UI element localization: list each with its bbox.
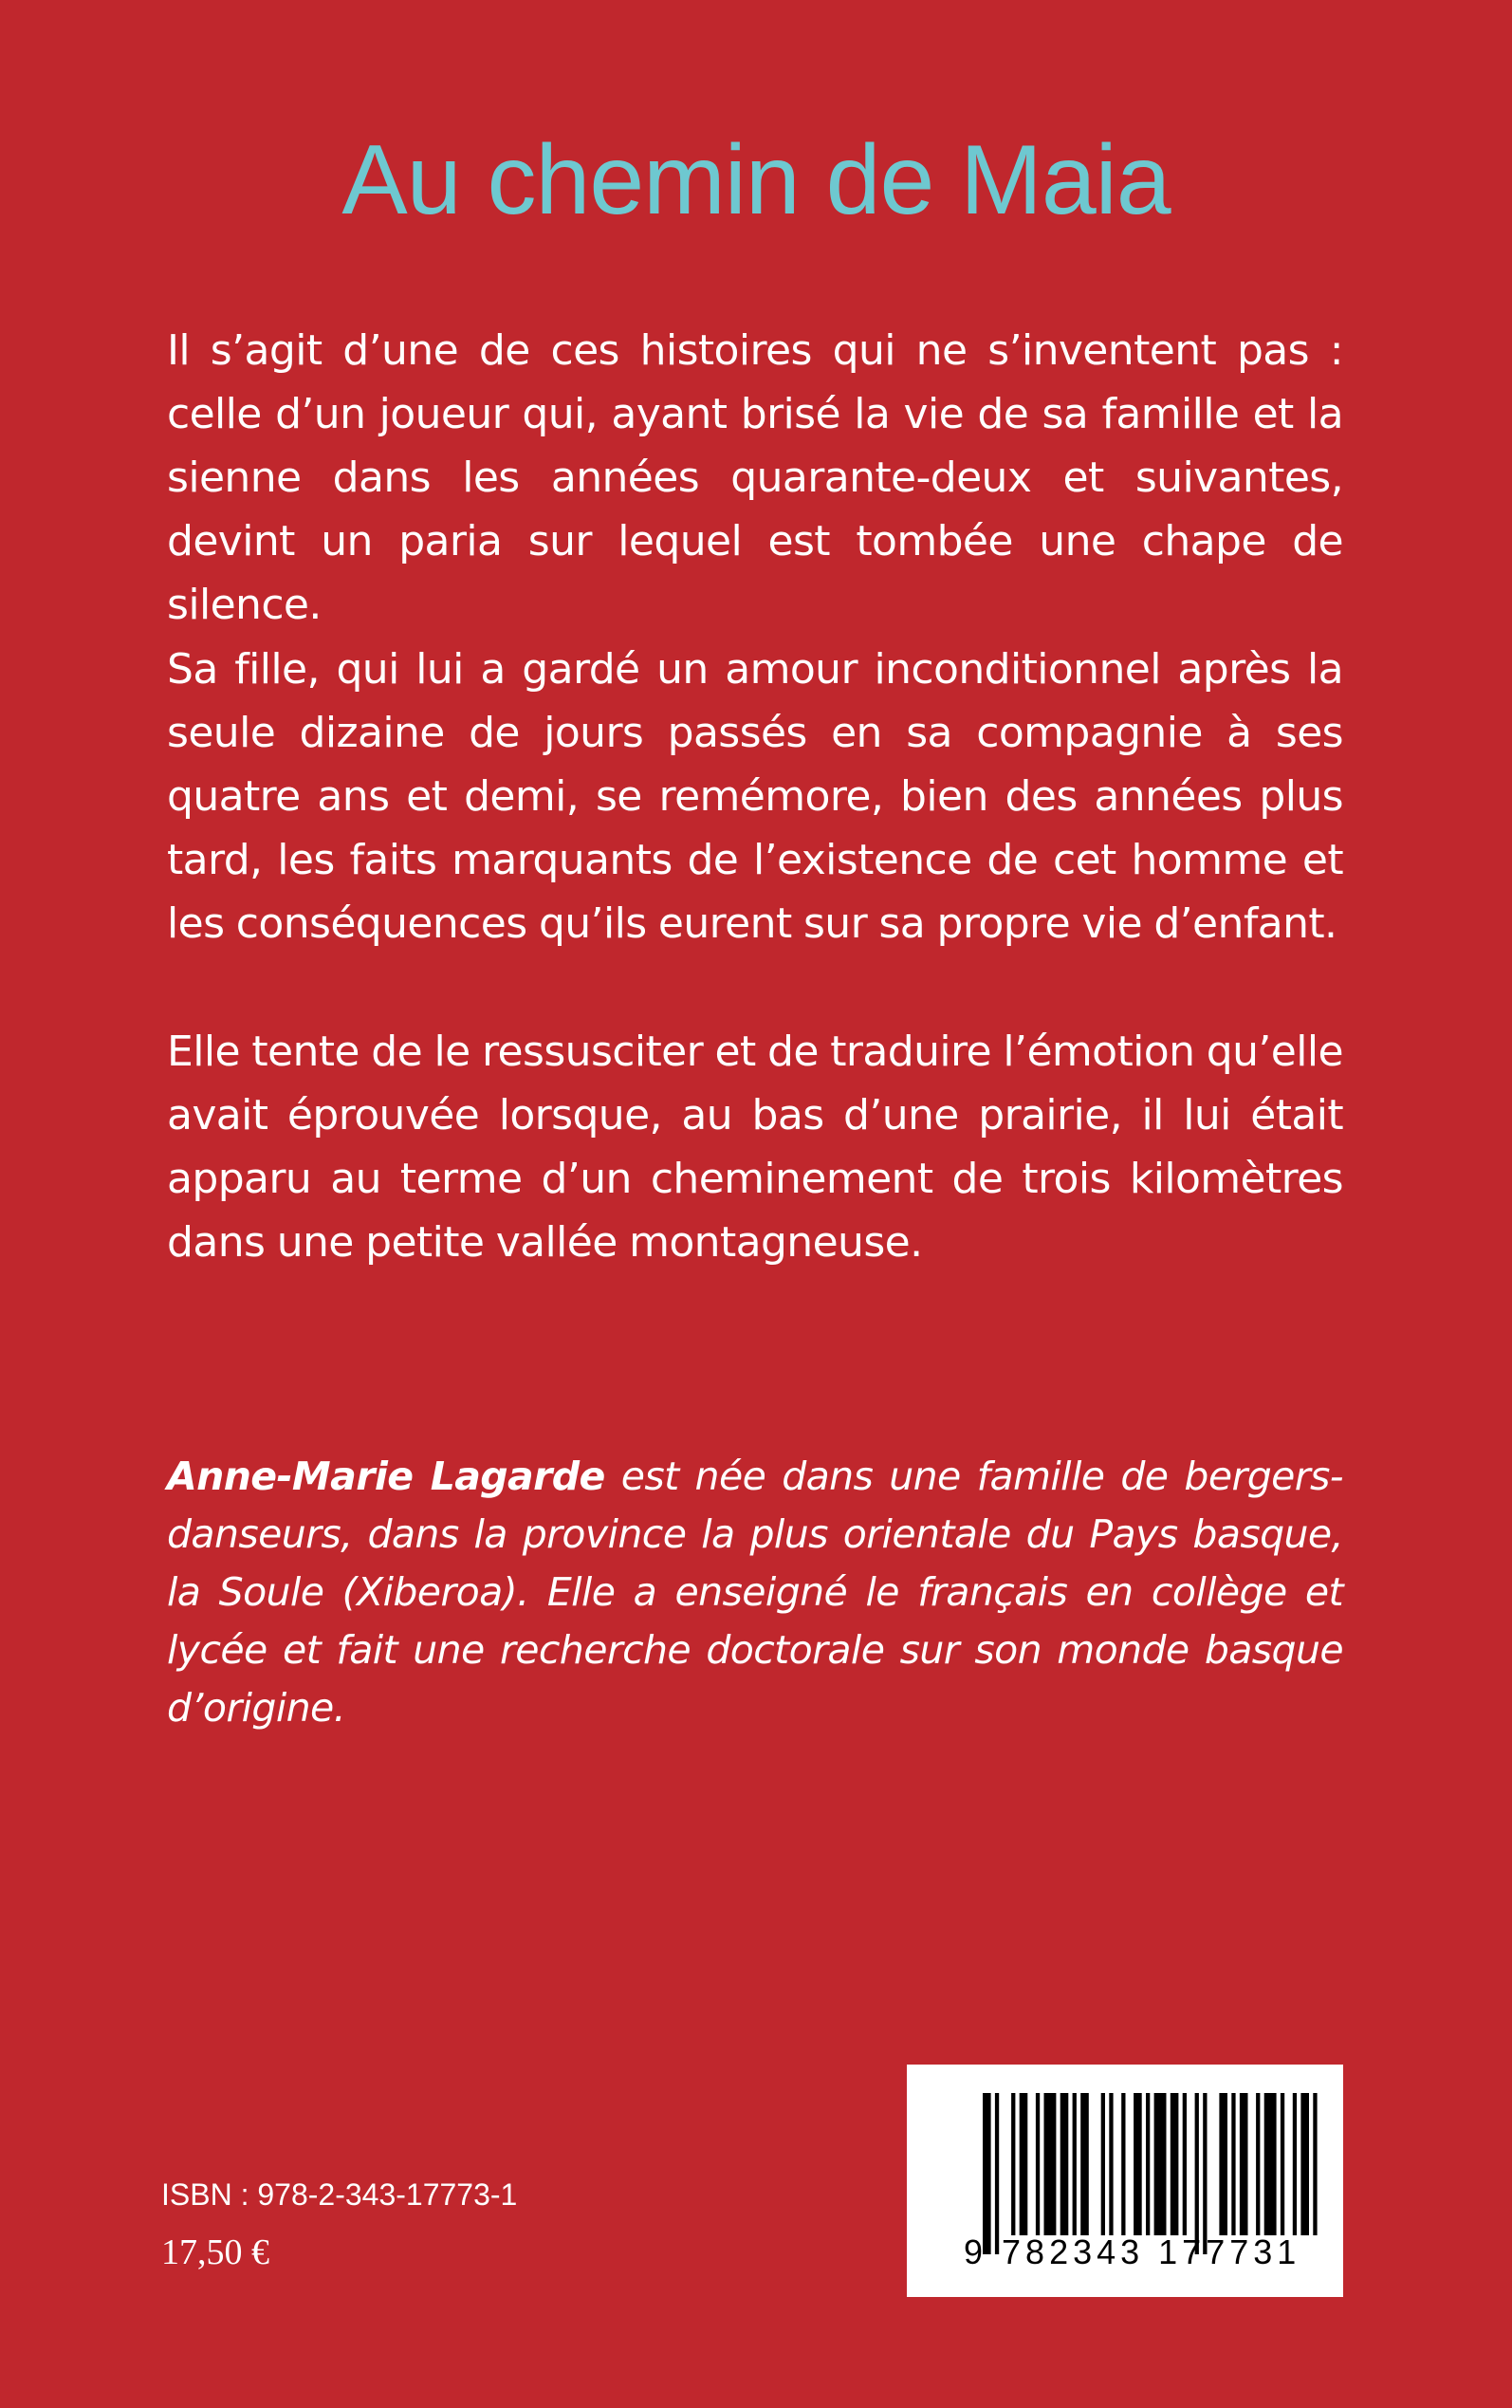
barcode-bar (1109, 2093, 1113, 2235)
barcode-bar (1036, 2093, 1040, 2235)
barcode-bar (1195, 2093, 1199, 2254)
barcode-bar (1300, 2093, 1309, 2235)
barcode-number: 9 782343 177731 (964, 2232, 1301, 2271)
barcode-bar (1219, 2093, 1227, 2235)
author-name: Anne-Marie Lagarde (167, 1454, 605, 1499)
synopsis-paragraph-1: Il s’agit d’une de ces histoires qui ne s’inventent pas : celle d’un joueur qui, ayant brisé la vie de sa famille et la sienne dans les années quarante-deux et suivantes, devint un paria sur lequel est tombée une chape de silence. (167, 326, 1343, 629)
barcode-bar (1281, 2093, 1284, 2235)
barcode-bar (1154, 2093, 1167, 2235)
barcode-bar (1264, 2093, 1277, 2235)
author-bio (167, 1448, 1343, 1737)
author-bio-text: est née dans une famille de bergers-danseurs, dans la province la plus orientale du Pays basque, la Soule (Xiberoa). Elle a enseigné le français en collège et lycée et fait une recherche doctorale sur son monde basque d’origine. (167, 1454, 1343, 1731)
barcode-bar (1171, 2093, 1179, 2235)
barcode-bar (1044, 2093, 1057, 2235)
barcode-bar (1060, 2093, 1069, 2235)
barcode-label (907, 2065, 1343, 2297)
barcode-bar (1020, 2093, 1028, 2235)
barcode-bar (1293, 2093, 1297, 2235)
isbn-text: ISBN : 978-2-343-17773-1 (161, 2177, 518, 2212)
barcode-bar (1313, 2093, 1317, 2235)
barcode-bar (1080, 2093, 1089, 2235)
barcode-bar (1101, 2093, 1105, 2235)
barcode-bar (1240, 2093, 1248, 2235)
barcode-bar (1256, 2093, 1260, 2235)
barcode-bar (1011, 2093, 1015, 2235)
price-text: 17,50 € (161, 2232, 269, 2272)
barcode-bar (983, 2093, 991, 2254)
barcode-bar (995, 2093, 999, 2254)
barcode-bar (1121, 2093, 1125, 2235)
barcode-bar (1203, 2093, 1207, 2254)
barcode-bar (1134, 2093, 1142, 2235)
synopsis-paragraph-2: Sa fille, qui lui a gardé un amour inconditionnel après la seule dizaine de jours passés en sa compagnie à ses quatre ans et demi, se remémore, bien des années plus tard, les faits marquants de l’existence de cet homme et les conséquences qu’ils eurent sur sa propre vie d’enfant. (167, 645, 1343, 948)
synopsis-paragraph-3: Elle tente de le ressusciter et de traduire l’émotion qu’elle avait éprouvée lorsque, au bas d’une prairie, il lui était apparu au terme d’un cheminement de trois kilomètres dans une petite vallée montagneuse. (167, 1028, 1343, 1267)
barcode-bar (1073, 2093, 1077, 2235)
barcode-bar (1146, 2093, 1150, 2235)
barcode-bar (1231, 2093, 1235, 2235)
book-title: Au chemin de Maia (341, 125, 1171, 235)
barcode-bar (1183, 2093, 1187, 2235)
